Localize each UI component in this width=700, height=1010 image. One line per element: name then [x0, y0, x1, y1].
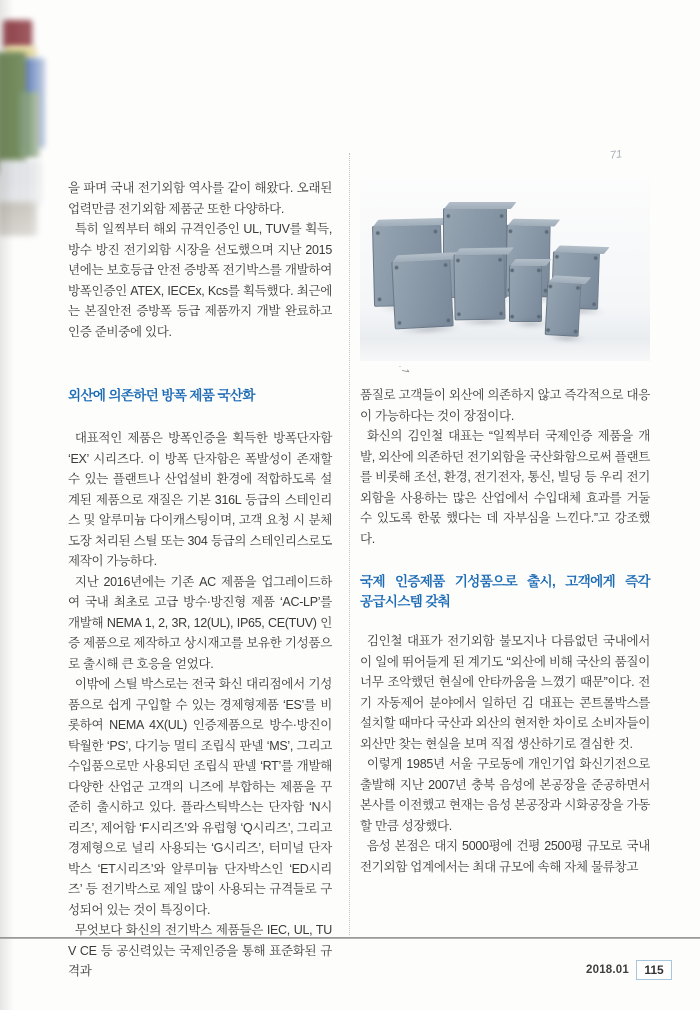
section-heading-supply-system: 국제 인증제품 기성품으로 출시, 고객에게 즉각 공급시스템 갖춰: [360, 574, 650, 609]
right-column: [360, 178, 650, 877]
edge-photo-ground: [0, 202, 38, 236]
junction-box: [453, 254, 505, 321]
junction-box: [545, 281, 582, 337]
footer-rule: [0, 937, 700, 939]
left-column: [68, 178, 332, 982]
ink-smudge: ˙⇀: [397, 365, 411, 378]
paragraph: 화신의 김인철 대표는 “일찍부터 국제인증 제품을 개발, 외산에 의존하던 전기외함을 국산화함으로써 플랜트를 비롯해 조선, 환경, 전기전자, 통신, 빌딩 등 우리 전기외함을 사용하는 많은 산업에서 수입대체 효과를 거둘 수 있도록 한몫 했다는 데 자부심을 느낀다.”고 강조했다.: [360, 429, 650, 546]
edge-photo-wall: [5, 46, 37, 61]
edge-photo-building: [14, 58, 46, 148]
issue-date: 2018.01: [586, 964, 629, 976]
page-number: 115: [636, 960, 672, 980]
edge-photo-tree: [20, 92, 40, 158]
column-divider: [349, 153, 350, 935]
handwritten-mark: 71: [609, 148, 624, 162]
page-footer: [586, 960, 672, 980]
paragraph: 대표적인 제품은 방폭인증을 획득한 방폭단자함 ‘EX’ 시리즈다. 이 방폭 단자함은 폭발성이 존재할 수 있는 플랜트나 산업설비 환경에 적합하도록 설계된 제품으로 재질은 기본 316L 등급의 스테인리스 및 알루미늄 다이캐스팅이며, 고객 요청 시 분체도장 처리된 스틸 또는 304 등급의 스테인리스로도 제작이 가능하다.: [68, 431, 332, 568]
junction-box: [509, 265, 542, 322]
paragraph: 이렇게 1985년 서울 구로동에 개인기업 화신기전으로 출발해 지난 2007년 충북 음성에 본공장을 준공하면서 본사를 이전했고 현재는 음성 본공장과 시화공장을 가동할 만큼 성장했다.: [360, 757, 650, 833]
junction-box: [391, 259, 453, 330]
edge-photo-fence: [0, 160, 42, 206]
section-heading-localization: 외산에 의존하던 방폭 제품 국산화: [68, 388, 255, 403]
paragraph: 김인철 대표가 전기외함 불모지나 다름없던 국내에서 이 일에 뛰어들게 된 계기도 “외산에 비해 국산의 품질이 너무 조악했던 현실에 안타까움을 느꼈기 때문”이다. 전기 자동제어 분야에서 일하던 김 대표는 콘트롤박스를 설치할 때마다 국산과 외산의 현저한 차이로 소비자들이 외산만 찾는 현실을 보며 직접 생산하기로 결심한 것.: [360, 634, 650, 751]
edge-photo-roof: [3, 20, 33, 48]
paragraph: 특히 일찍부터 해외 규격인증인 UL, TUV를 획득, 방수 방진 전기외함 시장을 선도했으며 지난 2015년에는 보호등급 안전 증방폭 전기박스를 개발하여 방폭인증인 ATEX, IECEx, Kcs를 획득했다. 최근에는 본질안전 증방폭 등급 제품까지 개발 완료하고 인증 준비중에 있다.: [68, 222, 332, 339]
paragraph: 이밖에 스틸 박스로는 전국 화신 대리점에서 기성품으로 쉽게 구입할 수 있는 경제형제품 ‘ES’를 비롯하여 NEMA 4X(UL) 인증제품으로 방수·방진이 탁월한 ‘PS’, 다기능 멀티 조립식 판넬 ‘MS’, 그리고 수입품으로만 사용되던 조립식 판넬 ‘RT’를 개발해 다양한 산업군 고객의 니즈에 부합하는 제품을 꾸준히 출시하고 있다. 플라스틱박스는 단자함 ‘N시리즈’, 제어함 ‘F시리즈’와 유럽형 ‘Q시리즈’, 그리고 경제형으로 널리 사용되는 ‘G시리즈’, 터미널 단자박스 ‘ET시리즈’와 알루미늄 단자박스인 ‘ED시리즈’ 등 전기박스로 제일 많이 사용되는 규격들로 구성되어 있는 것이 특징이다.: [68, 677, 332, 917]
paragraph: 을 파며 국내 전기외함 역사를 같이 해왔다. 오래된 업력만큼 전기외함 제품군 또한 다양하다.: [68, 181, 332, 216]
paragraph: 무엇보다 화신의 전기박스 제품들은 IEC, UL, TUV CE 등 공신력있는 국제인증을 통해 표준화된 규격과: [68, 923, 332, 978]
page-edge-photo: [0, 0, 62, 330]
paragraph: 품질로 고객들이 외산에 의존하지 않고 즉각적으로 대응이 가능하다는 것이 장점이다.: [360, 388, 650, 423]
edge-photo-tree: [0, 52, 26, 174]
paragraph: 음성 본점은 대지 5000평에 건평 2500평 규모로 국내 전기외함 업계에서는 최대 규모에 속해 자체 물류창고: [360, 839, 650, 874]
product-photo-junction-boxes: [360, 178, 650, 361]
paragraph: 지난 2016년에는 기존 AC 제품을 업그레이드하여 국내 최초로 고급 방수·방진형 제품 ‘AC-LP’를 개발해 NEMA 1, 2, 3R, 12(UL), IP65, CE(TUV) 인증 제품으로 제작하고 상시재고를 보유한 기성품으로 출시해 큰 호응을 얻었다.: [68, 574, 332, 671]
